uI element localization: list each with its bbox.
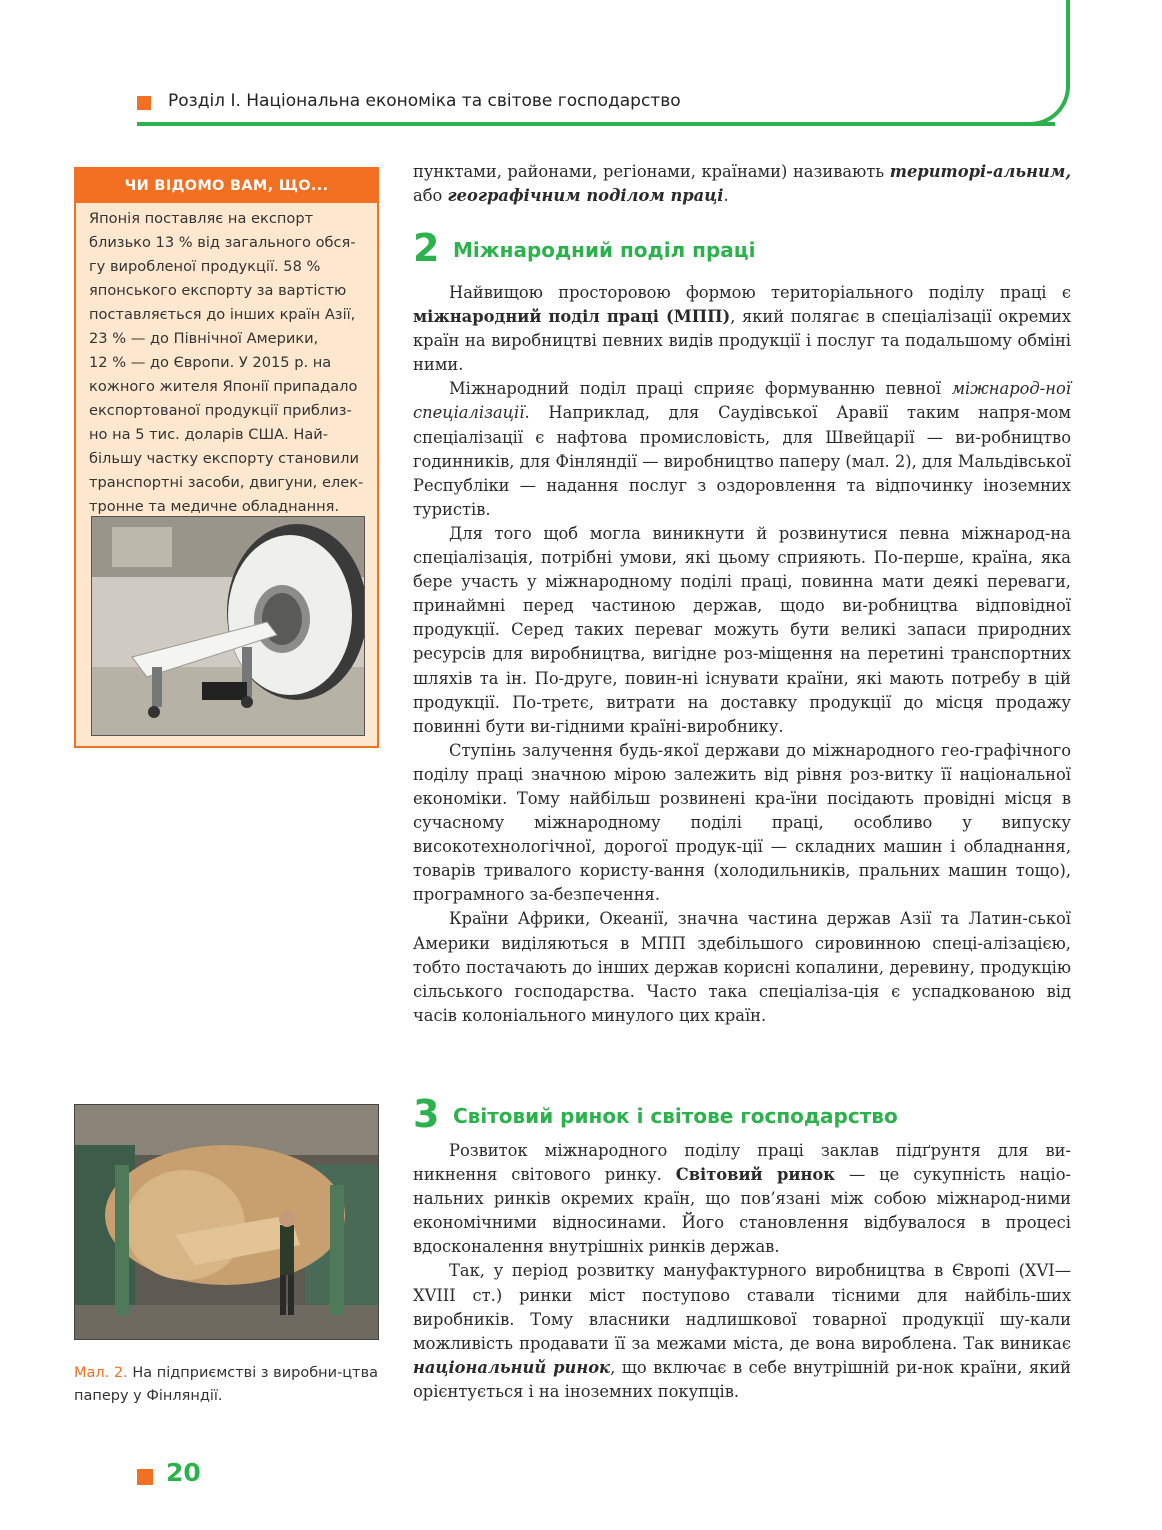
figure-caption [74, 1362, 379, 1408]
section-title: Міжнародний поділ праці [453, 238, 756, 262]
header-rule [137, 122, 1055, 126]
chapter-title: Розділ І. Національна економіка та світове господарство [168, 91, 681, 111]
paragraph: Ступінь залучення будь-якої держави до міжнародного гео-графічного поділу праці значною мірою залежить від рівня роз-витку її національної економіки. Тому найбільш розвинені кра-їни посідають провідні місця в сучасному міжнародному поділі праці, особливо у випуску високотехнологічної, дорогої продук-ції — складних машин і обладнання, товарів тривалого користу-вання (холодильників, пральних машин тощо), програмного за-безпечення. [413, 740, 1071, 905]
mri-scanner-photo [91, 516, 365, 736]
fact-line: 23 % — до Північної Америки, [89, 330, 319, 347]
paragraph: Розвиток міжнародного поділу праці заклав підґрунтя для ви-никнення світового ринку. Світовий ринок — це сукупність націо-нальних ринків окремих країн, що пов’язані між собою міжнарод-ними економічними відносинами. Його становлення відбувалося в процесі вдосконалення внутрішніх ринків держав. [413, 1141, 1072, 1257]
section-heading [413, 1094, 1071, 1134]
paragraph: Для того щоб могла виникнути й розвинутися певна міжнарод-на спеціалізація, потрібні умови, які цьому сприяють. По-перше, країна, яка бере участь у міжнародному поділі праці, повинна мати деякі переваги, принаймні перед частиною держав, щодо ви-робництва відповідної продукції. Серед таких переваг можуть бути великі запаси природних ресурсів для виробництва, вигідне роз-міщення на перетині транспортних шляхів та ін. По-друге, повин-ні існувати країни, які мають потребу в цій продукції. По-третє, витрати на доставку продукції до місця продажу повинні бути ви-гідними країні-виробнику. [413, 523, 1071, 736]
did-you-know-box [74, 167, 379, 748]
did-you-know-heading: ЧИ ВІДОМО ВАМ, ЩО... [76, 169, 377, 203]
fact-line: Японія поставляє на експорт [89, 210, 314, 227]
fact-line: но на 5 тис. доларів США. Най- [89, 426, 329, 443]
fact-line: поставляється до інших країн Азії, [89, 306, 356, 323]
paragraph: Найвищою просторовою формою територіального поділу праці є міжнародний поділ праці (МПП), який полягає в спеціалізації окремих країн на виробництві певних видів продукції і послуг та подальшому обміні ними. [413, 283, 1072, 375]
intro-paragraph [413, 160, 1071, 208]
fact-line: експортованої продукції приблиз- [89, 402, 352, 419]
fact-line: більшу частку експорту становили [89, 450, 359, 467]
section-heading [413, 228, 1071, 268]
fact-line: японського експорту за вартістю [89, 282, 347, 299]
fact-line: 12 % — до Європи. У 2015 р. на [89, 354, 332, 371]
fact-line: гу виробленої продукції. 58 % [89, 258, 321, 275]
footer-marker [137, 1469, 153, 1485]
figure-label: Мал. 2. [74, 1365, 128, 1381]
section-number: 2 [413, 226, 440, 270]
paragraph: Так, у період розвитку мануфактурного виробництва в Європі (XVI—XVIII ст.) ринки міст поступово ставали тісними для найбіль-ших виробників. Тому власники надлишкової товарної продукції шу-кали можливість продавати її за межами міста, де вона вироблена. Так виникає національний ринок, що включає в себе внутрішній ри-нок країни, який орієнтується і на іноземних покупців. [413, 1261, 1072, 1401]
paragraph: Країни Африки, Океанії, значна частина держав Азії та Латин-ської Америки виділяються в МПП здебільшого сировинною спеці-алізацією, тобто постачають до інших держав корисні копалини, деревину, продукцію сільського господарства. Часто така спеціаліза-ція є успадкованою від часів колоніального минулого цих країн. [413, 909, 1071, 1025]
section-3 [413, 1094, 1071, 1404]
did-you-know-text [76, 203, 377, 519]
header-marker [137, 96, 151, 110]
paper-factory-photo [74, 1104, 379, 1340]
paragraph: Міжнародний поділ праці сприяє формуванню певної міжнарод-ної спеціалізації. Наприклад, для Саудівської Аравії таким напря-мом спеціалізації є нафтова промисловість, для Швейцарії — ви-робництво годинників, для Фінляндії — виробництво паперу (мал. 2), для Мальдівської Республіки — надання послуг з оздоровлення та відпочинку іноземних туристів. [413, 379, 1071, 519]
fact-line: кожного жителя Японії припадало [89, 378, 358, 395]
page-number: 20 [166, 1458, 201, 1487]
fact-line: транспортні засоби, двигуни, елек- [89, 474, 364, 491]
paragraph: пунктами, районами, регіонами, країнами) називають територі-альним, або географічним поділом праці. [413, 162, 1071, 206]
header-decoration [1020, 0, 1070, 126]
figure-caption-text: На підприємстві з виробни-цтва паперу у Фінляндії. [74, 1365, 379, 1404]
section-2 [413, 228, 1071, 1028]
fact-line: тронне та медичне обладнання. [89, 498, 340, 515]
fact-line: близько 13 % від загального обся- [89, 234, 356, 251]
section-title: Світовий ринок і світове господарство [453, 1104, 898, 1128]
section-number: 3 [413, 1092, 440, 1136]
